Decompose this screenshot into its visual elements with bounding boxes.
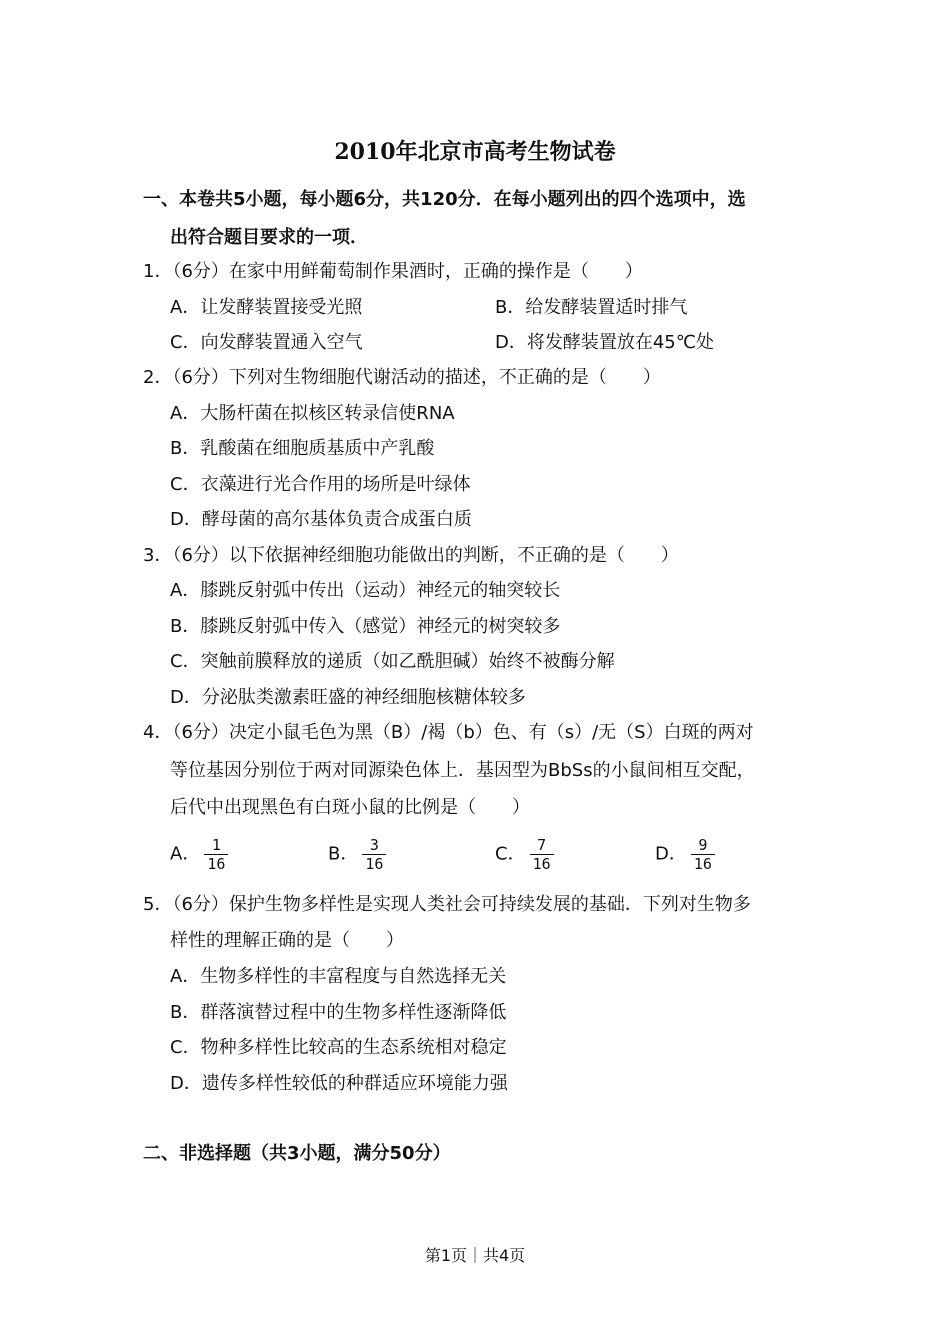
fraction-denominator: 16: [207, 855, 226, 873]
question-3-stem: 3．（6分）以下依据神经细胞功能做出的判断，不正确的是（ ）: [143, 545, 679, 566]
question-1-option-a: A．让发酵装置接受光照: [170, 297, 363, 318]
option-label: B．: [328, 843, 359, 865]
fraction-denominator: 16: [532, 855, 551, 873]
section-1-heading-line-2: 出符合题目要求的一项．: [170, 227, 368, 248]
option-label: D．: [655, 843, 687, 865]
question-1-option-b: B．给发酵装置适时排气: [495, 297, 688, 318]
question-2-option-a: A．大肠杆菌在拟核区转录信使RNA: [170, 403, 455, 424]
question-2-option-b: B．乳酸菌在细胞质基质中产乳酸: [170, 438, 435, 459]
fraction-numerator: 9: [691, 836, 715, 855]
question-2-stem: 2．（6分）下列对生物细胞代谢活动的描述，不正确的是（ ）: [143, 367, 661, 388]
section-1-heading-line-1: 一、本卷共5小题，每小题6分，共120分．在每小题列出的四个选项中，选: [143, 189, 746, 210]
question-5-option-d: D．遗传多样性较低的种群适应环境能力强: [170, 1073, 508, 1094]
page-footer: 第1页｜共4页: [424, 1246, 526, 1265]
question-4-stem-line-3: 后代中出现黑色有白斑小鼠的比例是（ ）: [170, 797, 530, 818]
question-4-option-a: [170, 836, 228, 873]
question-2-option-d: D．酵母菌的高尔基体负责合成蛋白质: [170, 509, 472, 530]
question-4-option-d: [655, 836, 715, 873]
fraction-denominator: 16: [365, 855, 384, 873]
fraction: [204, 836, 228, 873]
fraction-numerator: 1: [204, 836, 228, 855]
fraction: [530, 836, 554, 873]
question-5-option-a: A．生物多样性的丰富程度与自然选择无关: [170, 966, 507, 987]
question-5-option-c: C．物种多样性比较高的生态系统相对稳定: [170, 1037, 507, 1058]
section-2-heading: 二、非选择题（共3小题，满分50分）: [143, 1143, 451, 1164]
question-2-option-c: C．衣藻进行光合作用的场所是叶绿体: [170, 474, 471, 495]
option-label: A．: [170, 843, 201, 865]
question-4-stem-line-2: 等位基因分别位于两对同源染色体上．基因型为BbSs的小鼠间相互交配，: [170, 760, 755, 781]
question-4-stem-line-1: 4．（6分）决定小鼠毛色为黑（B）/褐（b）色、有（s）/无（S）白斑的两对: [143, 722, 754, 743]
fraction-denominator: 16: [693, 855, 712, 873]
question-5-option-b: B．群落演替过程中的生物多样性逐渐降低: [170, 1002, 507, 1023]
question-1-stem: 1．（6分）在家中用鲜葡萄制作果酒时，正确的操作是（ ）: [143, 261, 643, 282]
question-3-option-d: D．分泌肽类激素旺盛的神经细胞核糖体较多: [170, 687, 526, 708]
fraction-numerator: 7: [530, 836, 554, 855]
question-3-option-c: C．突触前膜释放的递质（如乙酰胆碱）始终不被酶分解: [170, 651, 615, 672]
fraction-numerator: 3: [362, 836, 386, 855]
page-title: 2010年北京市高考生物试卷: [334, 139, 616, 165]
question-4-option-b: [328, 836, 386, 873]
question-1-option-c: C．向发酵装置通入空气: [170, 332, 363, 353]
question-4-option-c: [495, 836, 554, 873]
option-label: C．: [495, 843, 526, 865]
question-3-option-a: A．膝跳反射弧中传出（运动）神经元的轴突较长: [170, 580, 561, 601]
fraction: [691, 836, 715, 873]
question-5-stem-line-1: 5．（6分）保护生物多样性是实现人类社会可持续发展的基础．下列对生物多: [143, 894, 751, 915]
question-3-option-b: B．膝跳反射弧中传入（感觉）神经元的树突较多: [170, 616, 561, 637]
question-5-stem-line-2: 样性的理解正确的是（ ）: [170, 930, 404, 951]
question-1-option-d: D．将发酵装置放在45℃处: [495, 332, 714, 353]
fraction: [362, 836, 386, 873]
